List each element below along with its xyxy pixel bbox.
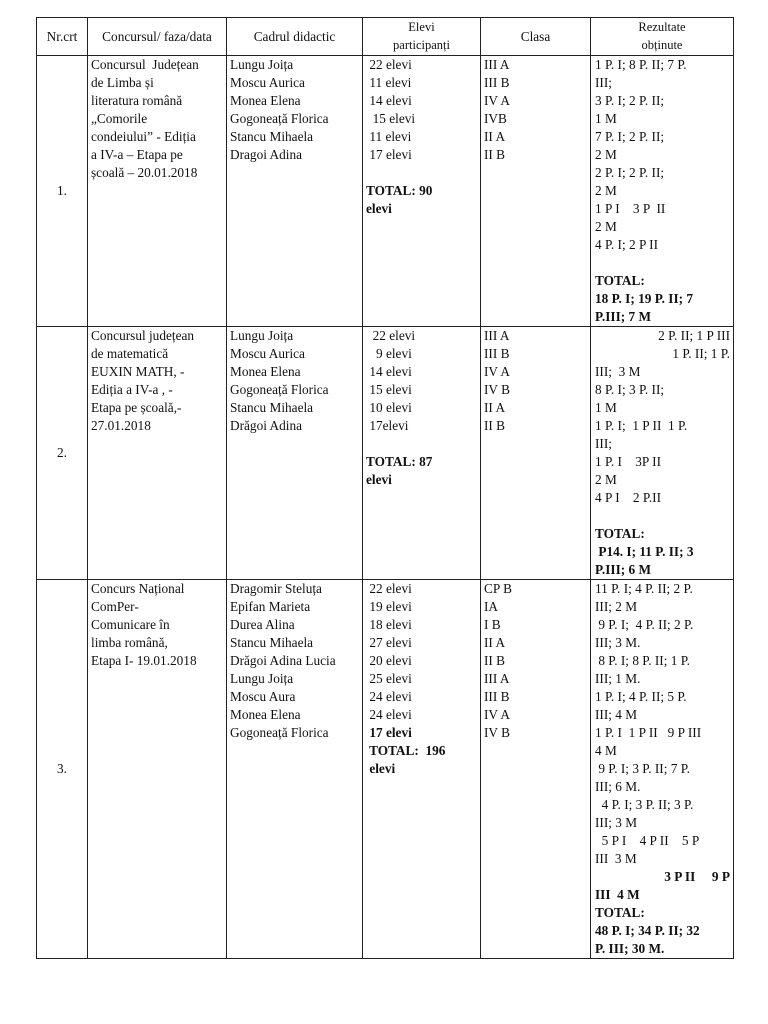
teacher-name: Stancu Mihaela [230, 129, 314, 144]
students-total: elevi [366, 761, 396, 776]
result-line: 9 P. I; 4 P. II; 2 P. [595, 617, 694, 632]
student-count: 19 elevi [366, 599, 412, 614]
contest-line: limba română, [91, 635, 168, 650]
class-name: II B [484, 147, 506, 162]
class-cell [481, 327, 591, 580]
contest-line: de Limba și [91, 75, 154, 90]
teacher-name: Moscu Aurica [230, 346, 305, 361]
student-count: 14 elevi [366, 93, 412, 108]
student-count: 17 elevi [366, 147, 412, 162]
teacher-name: Monea Elena [230, 93, 301, 108]
class-name: III B [484, 689, 510, 704]
results-total: TOTAL: [595, 905, 645, 920]
students-total: TOTAL: 196 [366, 743, 446, 758]
class-name: III A [484, 57, 510, 72]
contest-line: Etapa I- 19.01.2018 [91, 653, 197, 668]
class-name: III B [484, 75, 510, 90]
result-line: 3 P II 9 P [664, 869, 730, 884]
result-line: 2 M [595, 472, 617, 487]
result-line: 2 M [595, 147, 617, 162]
students-total: TOTAL: 90 [366, 183, 433, 198]
contest-line: EUXIN MATH, - [91, 364, 185, 379]
contest-cell [88, 580, 227, 959]
header-clasa: Clasa [481, 18, 591, 56]
student-count: 27 elevi [366, 635, 412, 650]
teacher-name: Drăgoi Adina Lucia [230, 653, 336, 668]
class-name: CP B [484, 581, 512, 596]
contest-line: Etapa pe școală,- [91, 400, 182, 415]
class-name: III A [484, 671, 510, 686]
result-line: III; 4 M [595, 707, 638, 722]
teacher-name: Lungu Joița [230, 328, 294, 343]
row-number: 2. [37, 327, 88, 580]
contest-line: condeiului” - Ediția [91, 129, 196, 144]
results-table [36, 17, 734, 959]
row-number: 3. [37, 580, 88, 959]
class-name: II A [484, 400, 506, 415]
result-line: III; 2 M [595, 599, 638, 614]
results-total: P. III; 30 M. [595, 941, 665, 956]
contest-cell [88, 327, 227, 580]
result-line: 1 P. I; 1 P II 1 P. [595, 418, 688, 433]
student-count: 22 elevi [366, 328, 416, 343]
students-total: elevi [366, 201, 392, 216]
header-elevi-line: participanți [393, 37, 450, 52]
students-cell [363, 56, 481, 327]
header-rezultate-line: Rezultate [638, 19, 686, 34]
result-line: 1 P. I; 8 P. II; 7 P. [595, 57, 687, 72]
teacher-name: Gogoneață Florica [230, 725, 329, 740]
results-cell [591, 327, 734, 580]
results-total: 48 P. I; 34 P. II; 32 [595, 923, 700, 938]
contest-line: a IV-a – Etapa pe [91, 147, 183, 162]
student-count: 24 elevi [366, 689, 412, 704]
student-count: 15 elevi [366, 111, 416, 126]
class-name: IV A [484, 93, 510, 108]
result-line: 1 P. II; 1 P. [672, 346, 730, 361]
student-count: 11 elevi [366, 129, 412, 144]
result-line: 4 P I 2 P.II [595, 490, 661, 505]
spacer [366, 435, 477, 453]
contest-cell [88, 56, 227, 327]
contest-line: literatura română [91, 93, 183, 108]
contest-line: școală – 20.01.2018 [91, 165, 198, 180]
contest-line: ComPer- [91, 599, 139, 614]
teacher-name: Dragomir Steluța [230, 581, 322, 596]
result-line: 4 P. I; 2 P II [595, 237, 659, 252]
results-total: TOTAL: [595, 273, 645, 288]
student-count: 17elevi [366, 418, 409, 433]
class-name: IA [484, 599, 499, 614]
teacher-name: Gogoneață Florica [230, 111, 329, 126]
result-line: 4 P. I; 3 P. II; 3 P. [595, 797, 694, 812]
spacer [595, 254, 730, 272]
table-body [37, 56, 734, 959]
results-cell [591, 56, 734, 327]
contest-line: de matematică [91, 346, 169, 361]
table-row [37, 56, 734, 327]
result-line: III; 6 M. [595, 779, 641, 794]
teacher-name: Moscu Aura [230, 689, 296, 704]
teacher-name: Stancu Mihaela [230, 635, 314, 650]
results-total: 18 P. I; 19 P. II; 7 [595, 291, 694, 306]
result-line: 1 P I 3 P II [595, 201, 666, 216]
result-line: 2 M [595, 219, 617, 234]
results-total: TOTAL: [595, 526, 645, 541]
students-total: TOTAL: 87 [366, 454, 433, 469]
result-line: 7 P. I; 2 P. II; [595, 129, 665, 144]
contest-line: „Comorile [91, 111, 148, 126]
teacher-name: Lungu Joița [230, 57, 294, 72]
results-cell [591, 580, 734, 959]
result-line: III; [595, 75, 612, 90]
class-name: IV A [484, 707, 510, 722]
spacer [366, 164, 477, 182]
class-name: IVB [484, 111, 507, 126]
teacher-name: Monea Elena [230, 707, 301, 722]
result-line: 2 P. I; 2 P. II; [595, 165, 665, 180]
result-line: III; 3 M [595, 364, 641, 379]
student-count: 24 elevi [366, 707, 412, 722]
result-line: 1 P. I 1 P II 9 P III [595, 725, 702, 740]
class-cell [481, 56, 591, 327]
spacer [595, 507, 730, 525]
students-cell [363, 580, 481, 959]
result-line: 11 P. I; 4 P. II; 2 P. [595, 581, 693, 596]
teacher-name: Epifan Marieta [230, 599, 311, 614]
header-rezultate [591, 18, 734, 56]
result-line: III; 1 M. [595, 671, 641, 686]
class-name: III B [484, 346, 510, 361]
teacher-name: Drăgoi Adina [230, 418, 303, 433]
student-count: 17 elevi [366, 725, 412, 740]
header-elevi [363, 18, 481, 56]
class-name: IV B [484, 382, 510, 397]
class-cell [481, 580, 591, 959]
student-count: 18 elevi [366, 617, 412, 632]
teacher-name: Stancu Mihaela [230, 400, 314, 415]
student-count: 9 elevi [366, 346, 412, 361]
result-line: 2 M [595, 183, 617, 198]
table-row [37, 327, 734, 580]
contest-line: Concursul Județean [91, 57, 199, 72]
student-count: 20 elevi [366, 653, 412, 668]
class-name: II A [484, 635, 506, 650]
contest-line: Concurs Național [91, 581, 185, 596]
students-cell [363, 327, 481, 580]
result-line: III; 3 M [595, 815, 638, 830]
header-nr: Nr.crt [37, 18, 88, 56]
student-count: 14 elevi [366, 364, 412, 379]
header-concurs: Concursul/ faza/data [88, 18, 227, 56]
teacher-name: Lungu Joița [230, 671, 294, 686]
row-number: 1. [37, 56, 88, 327]
results-total: P.III; 6 M [595, 562, 652, 577]
result-line: 8 P. I; 8 P. II; 1 P. [595, 653, 690, 668]
class-name: IV B [484, 725, 510, 740]
contest-line: Concursul județean [91, 328, 195, 343]
result-line: 9 P. I; 3 P. II; 7 P. [595, 761, 690, 776]
result-line: 1 P. I 3P II [595, 454, 661, 469]
header-row [37, 18, 734, 56]
student-count: 10 elevi [366, 400, 412, 415]
teachers-cell [227, 327, 363, 580]
result-line: 3 P. I; 2 P. II; [595, 93, 665, 108]
result-line: 1 M [595, 111, 617, 126]
teachers-cell [227, 56, 363, 327]
teacher-name: Gogoneață Florica [230, 382, 329, 397]
result-line: III; 3 M. [595, 635, 641, 650]
result-line: 4 M [595, 743, 617, 758]
contest-line: Ediția a IV-a , - [91, 382, 173, 397]
result-line: III; [595, 436, 612, 451]
header-elevi-line: Elevi [408, 19, 435, 34]
teacher-name: Moscu Aurica [230, 75, 305, 90]
results-total: P14. I; 11 P. II; 3 [595, 544, 694, 559]
result-line: III 3 M [595, 851, 637, 866]
teachers-cell [227, 580, 363, 959]
result-line: 1 P. I; 4 P. II; 5 P. [595, 689, 687, 704]
result-line: 2 P. II; 1 P III [658, 328, 730, 343]
student-count: 25 elevi [366, 671, 412, 686]
student-count: 22 elevi [366, 581, 412, 596]
contest-line: 27.01.2018 [91, 418, 151, 433]
header-cadru: Cadrul didactic [227, 18, 363, 56]
class-name: II B [484, 418, 506, 433]
contest-line: Comunicare în [91, 617, 170, 632]
teacher-name: Monea Elena [230, 364, 301, 379]
result-line: 8 P. I; 3 P. II; [595, 382, 665, 397]
students-total: elevi [366, 472, 392, 487]
student-count: 11 elevi [366, 75, 412, 90]
header-rezultate-line: obținute [641, 37, 683, 52]
student-count: 15 elevi [366, 382, 412, 397]
class-name: I B [484, 617, 501, 632]
table-row [37, 580, 734, 959]
class-name: IV A [484, 364, 510, 379]
class-name: II B [484, 653, 506, 668]
teacher-name: Dragoi Adina [230, 147, 303, 162]
class-name: III A [484, 328, 510, 343]
result-line: 5 P I 4 P II 5 P [595, 833, 700, 848]
result-line: 1 M [595, 400, 617, 415]
result-line: III 4 M [595, 887, 640, 902]
student-count: 22 elevi [366, 57, 412, 72]
class-name: II A [484, 129, 506, 144]
results-total: P.III; 7 M [595, 309, 652, 324]
teacher-name: Durea Alina [230, 617, 295, 632]
